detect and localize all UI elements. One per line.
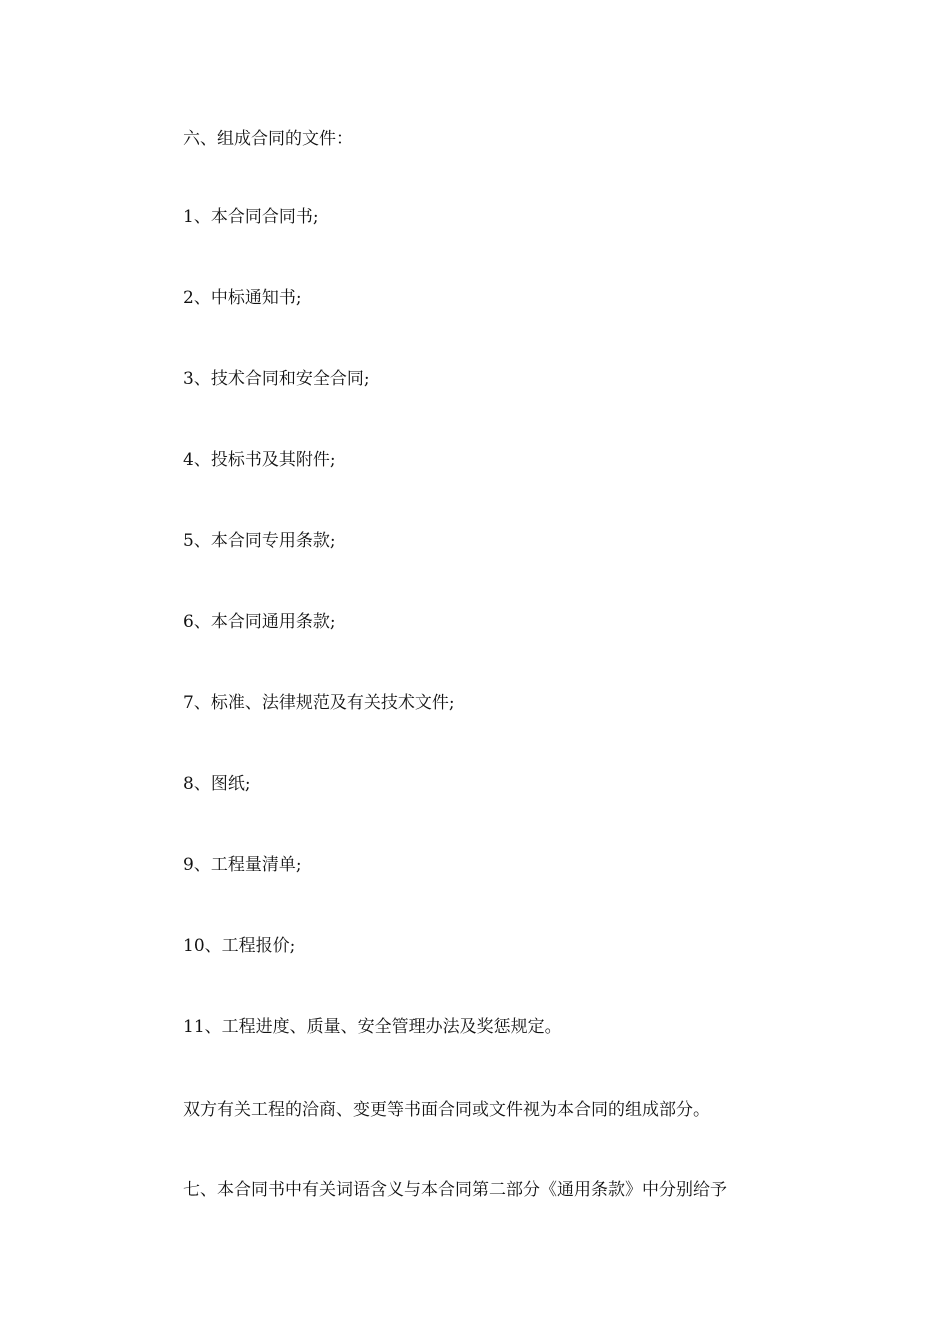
list-item: 5、本合同专用条款;	[183, 531, 336, 551]
list-item: 3、技术合同和安全合同;	[183, 369, 370, 389]
list-item: 10、工程报价;	[183, 936, 296, 956]
list-item: 6、本合同通用条款;	[183, 612, 336, 632]
list-item: 1、本合同合同书;	[183, 207, 319, 227]
section-heading-six: 六、组成合同的文件：	[183, 129, 353, 149]
list-item: 11、工程进度、质量、安全管理办法及奖惩规定。	[183, 1017, 562, 1037]
list-item: 4、投标书及其附件;	[183, 450, 336, 470]
list-item: 7、标准、法律规范及有关技术文件;	[183, 693, 455, 713]
list-item: 8、图纸;	[183, 774, 251, 794]
list-item: 2、中标通知书;	[183, 288, 302, 308]
list-item: 9、工程量清单;	[183, 855, 302, 875]
paragraph: 双方有关工程的洽商、变更等书面合同或文件视为本合同的组成部分。	[183, 1100, 710, 1120]
section-heading-seven: 七、本合同书中有关词语含义与本合同第二部分《通用条款》中分别给予	[183, 1180, 727, 1200]
